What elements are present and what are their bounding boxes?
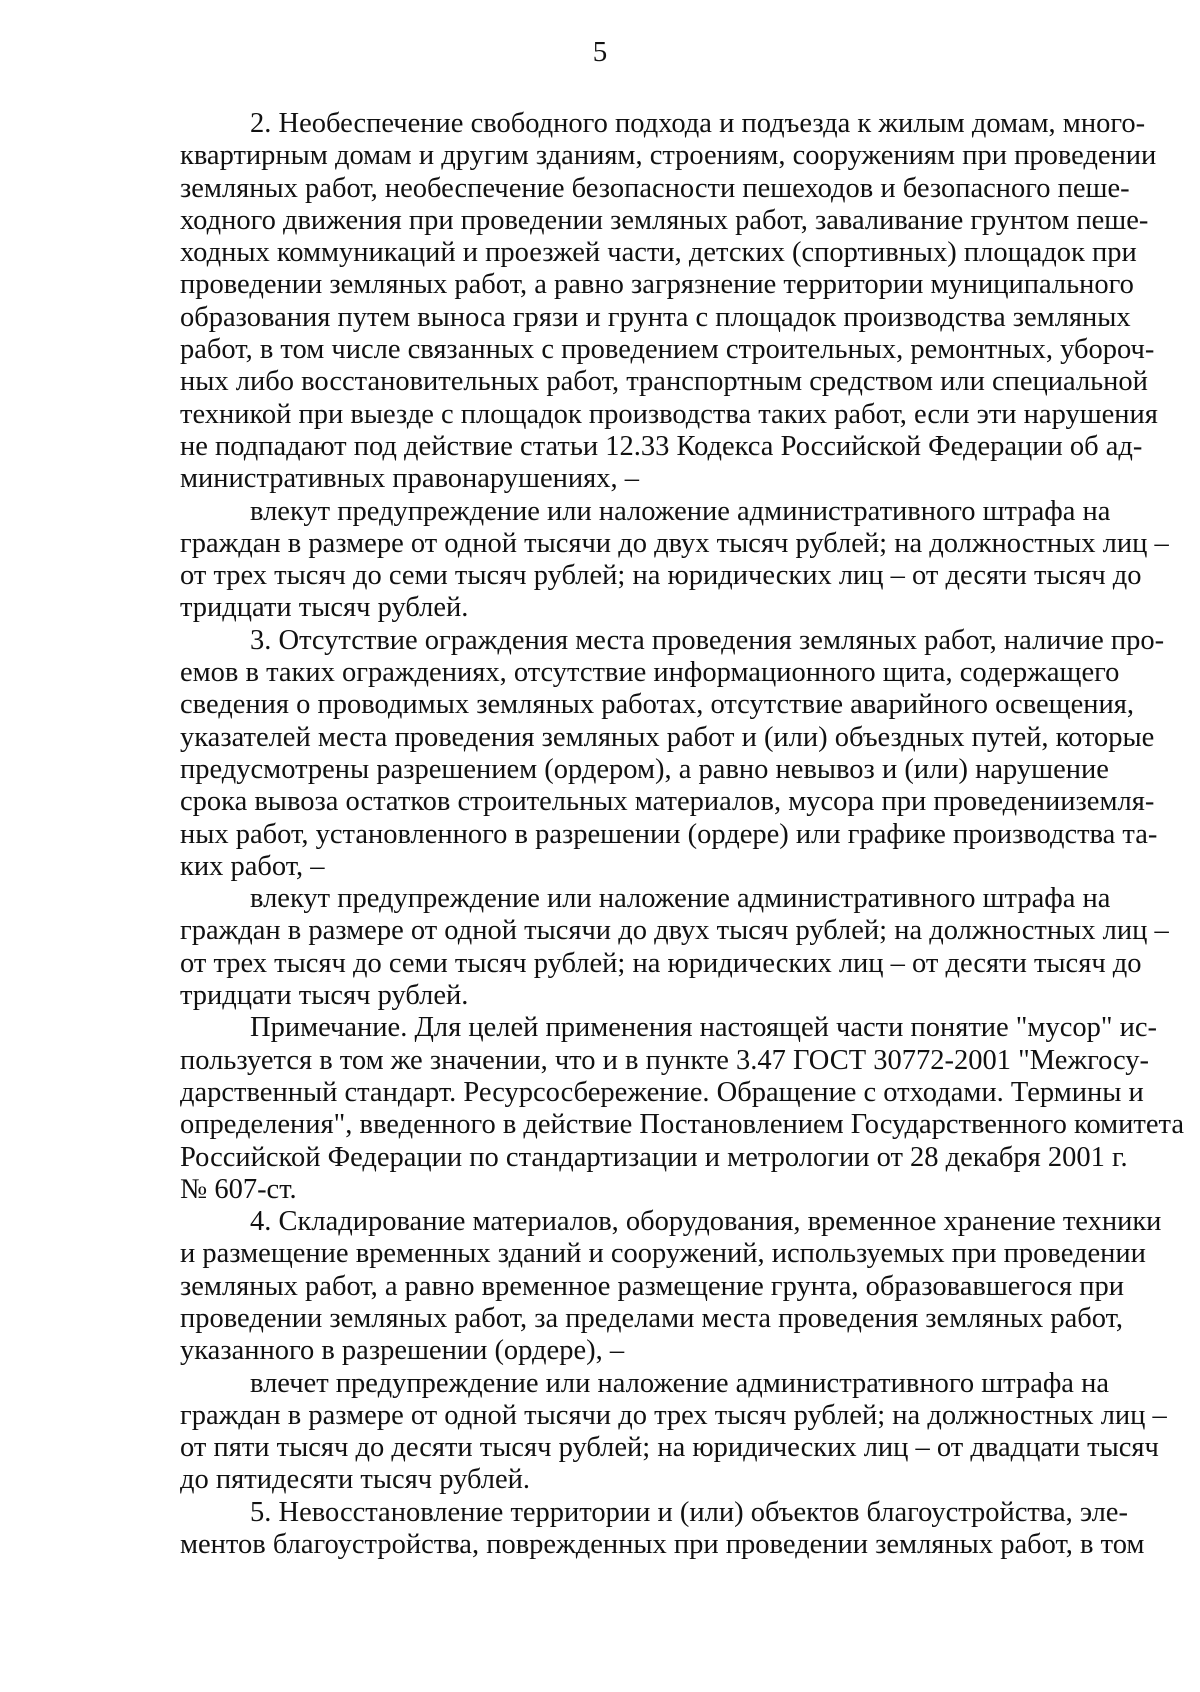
paragraph — [180, 883, 1169, 1012]
text-line: от пяти тысяч до десяти тысяч рублей; на юридических лиц – от двадцати тысяч — [180, 1432, 1159, 1464]
text-line: Примечание. Для целей применения настоящей части понятие "мусор" ис- — [250, 1012, 1158, 1044]
paragraph — [180, 108, 1158, 496]
text-line: работ, в том числе связанных с проведением строительных, ремонтных, убороч- — [180, 334, 1155, 366]
text-line: срока вывоза остатков строительных материалов, мусора при проведенииземля- — [180, 786, 1155, 818]
text-line: ходных коммуникаций и проезжей части, детских (спортивных) площадок при — [180, 237, 1137, 269]
paragraph — [180, 1012, 1184, 1206]
text-line: 2. Необеспечение свободного подхода и подъезда к жилым домам, много- — [250, 108, 1146, 139]
paragraph — [180, 624, 1165, 883]
text-line: влекут предупреждение или наложение административного штрафа на — [250, 883, 1111, 915]
text-line: от трех тысяч до семи тысяч рублей; на юридических лиц – от десяти тысяч до — [180, 947, 1142, 979]
paragraph — [180, 1206, 1162, 1367]
text-line: емов в таких ограждениях, отсутствие информационного щита, содержащего — [180, 657, 1120, 689]
text-line: граждан в размере от одной тысячи до двух тысяч рублей; на должностных лиц – — [180, 527, 1169, 559]
text-line: не подпадают под действие статьи 12.33 Кодекса Российской Федерации об ад- — [180, 430, 1143, 462]
text-line: квартирным домам и другим зданиям, строениям, сооружениям при проведении — [180, 140, 1157, 172]
text-line: проведении земляных работ, а равно загрязнение территории муниципального — [180, 269, 1134, 301]
text-line: граждан в размере от одной тысячи до трех тысяч рублей; на должностных лиц – — [180, 1399, 1167, 1431]
text-line: образования путем выноса грязи и грунта с площадок производства земляных — [180, 301, 1131, 333]
text-line: № 607-ст. — [180, 1173, 297, 1205]
text-line: Российской Федерации по стандартизации и метрологии от 28 декабря 2001 г. — [180, 1141, 1128, 1173]
text-line: пользуется в том же значении, что и в пункте 3.47 ГОСТ 30772-2001 "Межгосу- — [180, 1044, 1150, 1076]
text-line: ходного движения при проведении земляных работ, заваливание грунтом пеше- — [180, 204, 1149, 236]
text-line: земляных работ, необеспечение безопасности пешеходов и безопасного пеше- — [180, 172, 1130, 204]
text-line: тридцати тысяч рублей. — [180, 980, 469, 1012]
text-line: и размещение временных зданий и сооружений, используемых при проведении — [180, 1238, 1146, 1270]
text-line: ных либо восстановительных работ, транспортным средством или специальной — [180, 366, 1148, 398]
text-line: 3. Отсутствие ограждения места проведения земляных работ, наличие про- — [250, 624, 1165, 656]
text-line: ментов благоустройства, поврежденных при проведении земляных работ, в том — [180, 1529, 1145, 1561]
text-line: до пятидесяти тысяч рублей. — [180, 1464, 531, 1496]
paragraph — [180, 1367, 1167, 1497]
text-line: 4. Складирование материалов, оборудования, временное хранение техники — [250, 1206, 1162, 1238]
text-line: министративных правонарушениях, – — [180, 463, 639, 495]
text-line: от трех тысяч до семи тысяч рублей; на юридических лиц – от десяти тысяч до — [180, 560, 1142, 592]
text-line: влечет предупреждение или наложение административного штрафа на — [250, 1367, 1109, 1399]
paragraph — [180, 1496, 1145, 1562]
text-line: ких работ, – — [180, 850, 325, 882]
text-line: ных работ, установленного в разрешении (ордере) или графике производства та- — [180, 818, 1158, 850]
text-line: граждан в размере от одной тысячи до двух тысяч рублей; на должностных лиц – — [180, 915, 1169, 947]
text-line: влекут предупреждение или наложение административного штрафа на — [250, 495, 1111, 527]
text-line: дарственный стандарт. Ресурсосбережение. Обращение с отходами. Термины и — [180, 1076, 1144, 1108]
text-line: техникой при выезде с площадок производства таких работ, если эти нарушения — [180, 398, 1158, 430]
paragraph — [180, 495, 1169, 625]
text-line: предусмотрены разрешением (ордером), а равно невывоз и (или) нарушение — [180, 753, 1109, 785]
document-body — [180, 108, 1184, 1561]
text-line: 5. Невосстановление территории и (или) объектов благоустройства, эле- — [250, 1496, 1128, 1528]
page-number: 5 — [592, 36, 608, 68]
text-line: проведении земляных работ, за пределами места проведения земляных работ, — [180, 1302, 1124, 1334]
text-line: указателей места проведения земляных работ и (или) объездных путей, которые — [180, 721, 1155, 753]
text-line: указанного в разрешении (ордере), – — [180, 1335, 625, 1367]
text-line: тридцати тысяч рублей. — [180, 592, 469, 624]
text-line: земляных работ, а равно временное размещение грунта, образовавшегося при — [180, 1270, 1124, 1302]
text-line: сведения о проводимых земляных работах, отсутствие аварийного освещения, — [180, 689, 1134, 721]
text-line: определения", введенного в действие Постановлением Государственного комитета — [180, 1109, 1184, 1141]
